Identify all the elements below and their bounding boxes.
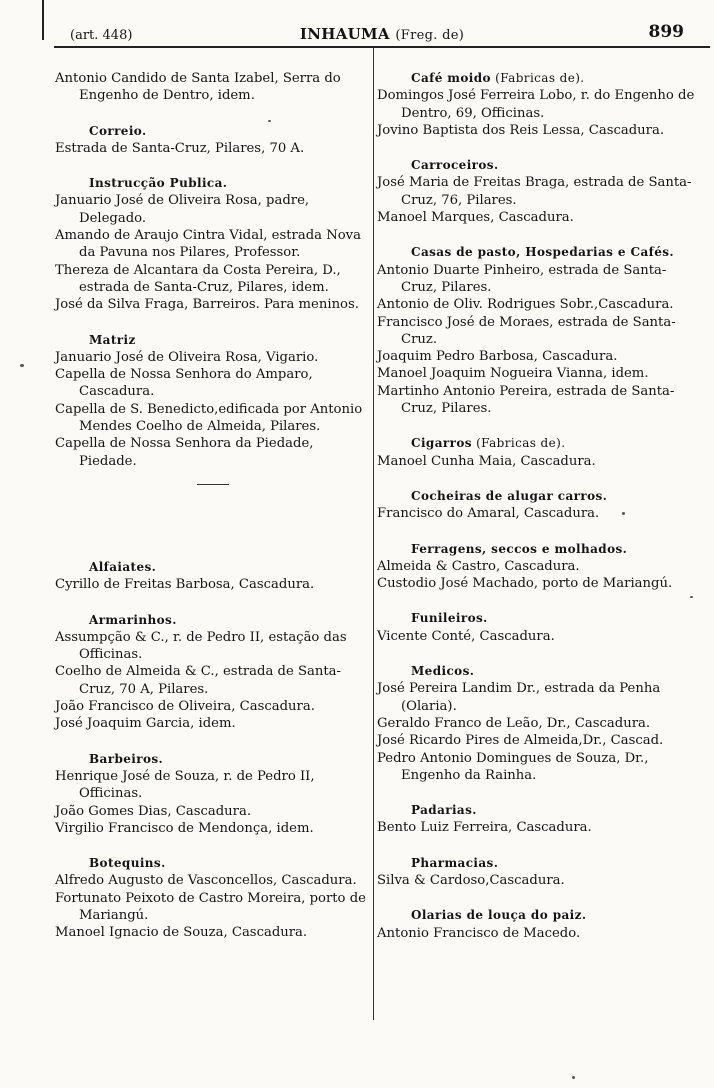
section-heading-text: Alfaiates. — [89, 559, 157, 574]
directory-entry: Antonio Francisco de Macedo. — [377, 925, 581, 941]
directory-entry: Henrique José de Souza, r. de Pedro II, Officinas. — [55, 768, 315, 802]
section-gap — [377, 592, 695, 610]
directory-entry: Martinho Antonio Pereira, estrada de Santa-Cruz, Pilares. — [377, 383, 675, 417]
section-heading-text: Olarias de louça do paiz. — [411, 908, 587, 923]
section-heading-note: (Fabricas de). — [471, 436, 566, 451]
page-title — [58, 25, 706, 43]
directory-entry: Pedro Antonio Domingues de Souza, Dr., Engenho da Rainha. — [377, 750, 649, 783]
left-column — [55, 70, 370, 942]
section-heading — [377, 70, 695, 87]
directory-entry: Antonio de Oliv. Rodrigues Sobr.,Cascadura. — [377, 297, 674, 313]
header-rule — [54, 46, 710, 48]
directory-entry: Domingos José Ferreira Lobo, r. do Engenho de Dentro, 69, Officinas. — [377, 88, 695, 121]
directory-entry: Amando de Araujo Cintra Vidal, estrada Nova da Pavuna nos Pilares, Professor. — [55, 228, 361, 261]
directory-entry: José da Silva Fraga, Barreiros. Para meninos. — [55, 297, 359, 313]
section-heading-text: Matriz — [89, 332, 136, 347]
section-gap — [377, 889, 695, 907]
section-heading — [377, 541, 695, 558]
page-header — [58, 22, 706, 46]
article-reference: (art. 448) — [70, 28, 133, 43]
page-number: 899 — [648, 22, 684, 42]
section-gap — [377, 645, 695, 663]
section-heading — [377, 855, 695, 872]
directory-entry: Almeida & Castro, Cascadura. — [377, 558, 580, 574]
directory-entry: Januario José de Oliveira Rosa, Vigario. — [55, 349, 319, 365]
section-gap — [55, 314, 370, 332]
section-heading — [377, 157, 695, 174]
directory-entry: Manoel Cunha Maia, Cascadura. — [377, 453, 596, 469]
section-heading — [377, 663, 695, 680]
page-edge-mark — [42, 0, 44, 40]
section-heading-text: Funileiros. — [411, 611, 488, 626]
section-heading-text: Barbeiros. — [89, 751, 164, 766]
section-gap — [377, 139, 695, 157]
section-heading — [377, 907, 695, 924]
speck — [20, 364, 24, 367]
column-divider — [373, 48, 374, 1020]
directory-entry: Antonio Candido de Santa Izabel, Serra do Engenho de Dentro, idem. — [55, 71, 341, 104]
section-heading-note: (Fabricas de). — [490, 71, 585, 85]
section-heading-text: Casas de pasto, Hospedarias e Cafés. — [411, 245, 674, 260]
directory-entry: Antonio Duarte Pinheiro, estrada de Santa-Cruz, Pilares. — [377, 262, 667, 295]
parish-name: INHAUMA — [299, 25, 390, 43]
speck — [690, 596, 693, 598]
directory-entry: Januario José de Oliveira Rosa, padre, Delegado. — [55, 193, 310, 226]
section-heading — [55, 332, 370, 349]
section-gap — [377, 226, 695, 244]
directory-entry: João Francisco de Oliveira, Cascadura. — [55, 699, 315, 715]
directory-entry: José Pereira Landim Dr., estrada da Penha (Olaria). — [377, 681, 661, 714]
section-gap — [55, 105, 370, 123]
section-heading-text: Padarias. — [411, 803, 477, 818]
section-heading-text: Medicos. — [411, 664, 475, 679]
directory-entry: Bento Luiz Ferreira, Cascadura. — [377, 820, 592, 836]
directory-entry: Capella de Nossa Senhora do Amparo, Cascadura. — [55, 367, 313, 400]
speck — [572, 1076, 575, 1079]
section-heading — [55, 559, 370, 576]
section-heading-text: Correio. — [89, 123, 147, 138]
section-heading-text: Café moido — [411, 71, 491, 85]
section-gap — [377, 784, 695, 802]
section-heading-text: Pharmacias. — [411, 855, 499, 870]
section-heading-text: Cocheiras de alugar carros. — [411, 488, 608, 503]
directory-entry: João Gomes Dias, Cascadura. — [55, 803, 252, 819]
directory-entry: Estrada de Santa-Cruz, Pilares, 70 A. — [55, 140, 305, 156]
directory-entry: Silva & Cardoso,Cascadura. — [377, 872, 565, 888]
section-heading — [55, 123, 370, 140]
section-heading-text: Botequins. — [89, 856, 166, 871]
directory-entry: Francisco do Amaral, Cascadura. — [377, 506, 600, 522]
directory-entry: José Joaquim Garcia, idem. — [55, 716, 236, 732]
directory-entry: Manoel Marques, Cascadura. — [377, 210, 574, 226]
section-gap — [55, 541, 370, 559]
section-heading — [377, 610, 695, 627]
directory-entry: Cyrillo de Freitas Barbosa, Cascadura. — [55, 577, 315, 593]
section-heading — [55, 855, 370, 872]
section-heading — [377, 435, 695, 452]
directory-entry: Joaquim Pedro Barbosa, Cascadura. — [377, 349, 618, 365]
right-column — [377, 70, 695, 942]
directory-entry: Alfredo Augusto de Vasconcellos, Cascadura. — [55, 873, 357, 889]
directory-entry: Jovino Baptista dos Reis Lessa, Cascadura. — [377, 122, 665, 138]
directory-entry: Manoel Joaquim Nogueira Vianna, idem. — [377, 366, 649, 382]
section-heading — [55, 612, 370, 629]
directory-entry: Geraldo Franco de Leão, Dr., Cascadura. — [377, 715, 651, 731]
speck — [622, 512, 625, 515]
section-gap — [377, 417, 695, 435]
section-gap — [377, 470, 695, 488]
section-heading-text: Cigarros — [411, 436, 472, 451]
section-heading-text: Carroceiros. — [411, 158, 499, 173]
section-heading-text: Instrucção Publica. — [89, 176, 228, 191]
directory-entry: Thereza de Alcantara da Costa Pereira, D., estrada de Santa-Cruz, Pilares, idem. — [55, 262, 341, 295]
section-heading-text: Ferragens, seccos e molhados. — [411, 541, 628, 556]
section-heading — [377, 244, 695, 261]
directory-entry: Virgilio Francisco de Mendonça, idem. — [55, 820, 314, 836]
section-gap — [55, 837, 370, 855]
section-heading — [55, 175, 370, 192]
parish-subtitle: (Freg. de) — [395, 28, 465, 43]
section-heading — [55, 751, 370, 768]
directory-entry: Custodio José Machado, porto de Mariangú. — [377, 576, 673, 592]
section-gap — [55, 485, 370, 541]
directory-entry: Capella de S. Benedicto,edificada por Antonio Mendes Coelho de Almeida, Pilares. — [55, 401, 363, 435]
speck — [268, 120, 271, 122]
directory-entry: Capella de Nossa Senhora da Piedade, Piedade. — [55, 436, 314, 469]
directory-entry: José Ricardo Pires de Almeida,Dr., Cascad. — [377, 733, 664, 749]
section-gap — [377, 523, 695, 541]
section-heading — [377, 488, 695, 505]
section-heading — [377, 802, 695, 819]
section-gap — [377, 837, 695, 855]
directory-entry: Coelho de Almeida & C., estrada de Santa-Cruz, 70 A, Pilares. — [55, 664, 341, 697]
section-heading-text: Armarinhos. — [89, 612, 177, 627]
directory-entry: José Maria de Freitas Braga, estrada de Santa-Cruz, 76, Pilares. — [377, 175, 692, 208]
section-gap — [55, 594, 370, 612]
directory-entry: Vicente Conté, Cascadura. — [377, 628, 555, 644]
directory-entry: Manoel Ignacio de Souza, Cascadura. — [55, 925, 308, 941]
directory-entry: Francisco José de Moraes, estrada de Santa-Cruz. — [377, 314, 676, 347]
section-gap — [55, 157, 370, 175]
directory-entry: Fortunato Peixoto de Castro Moreira, porto de Mariangú. — [55, 890, 366, 923]
section-gap — [55, 733, 370, 751]
directory-entry: Assumpção & C., r. de Pedro II, estação das Officinas. — [55, 629, 347, 663]
